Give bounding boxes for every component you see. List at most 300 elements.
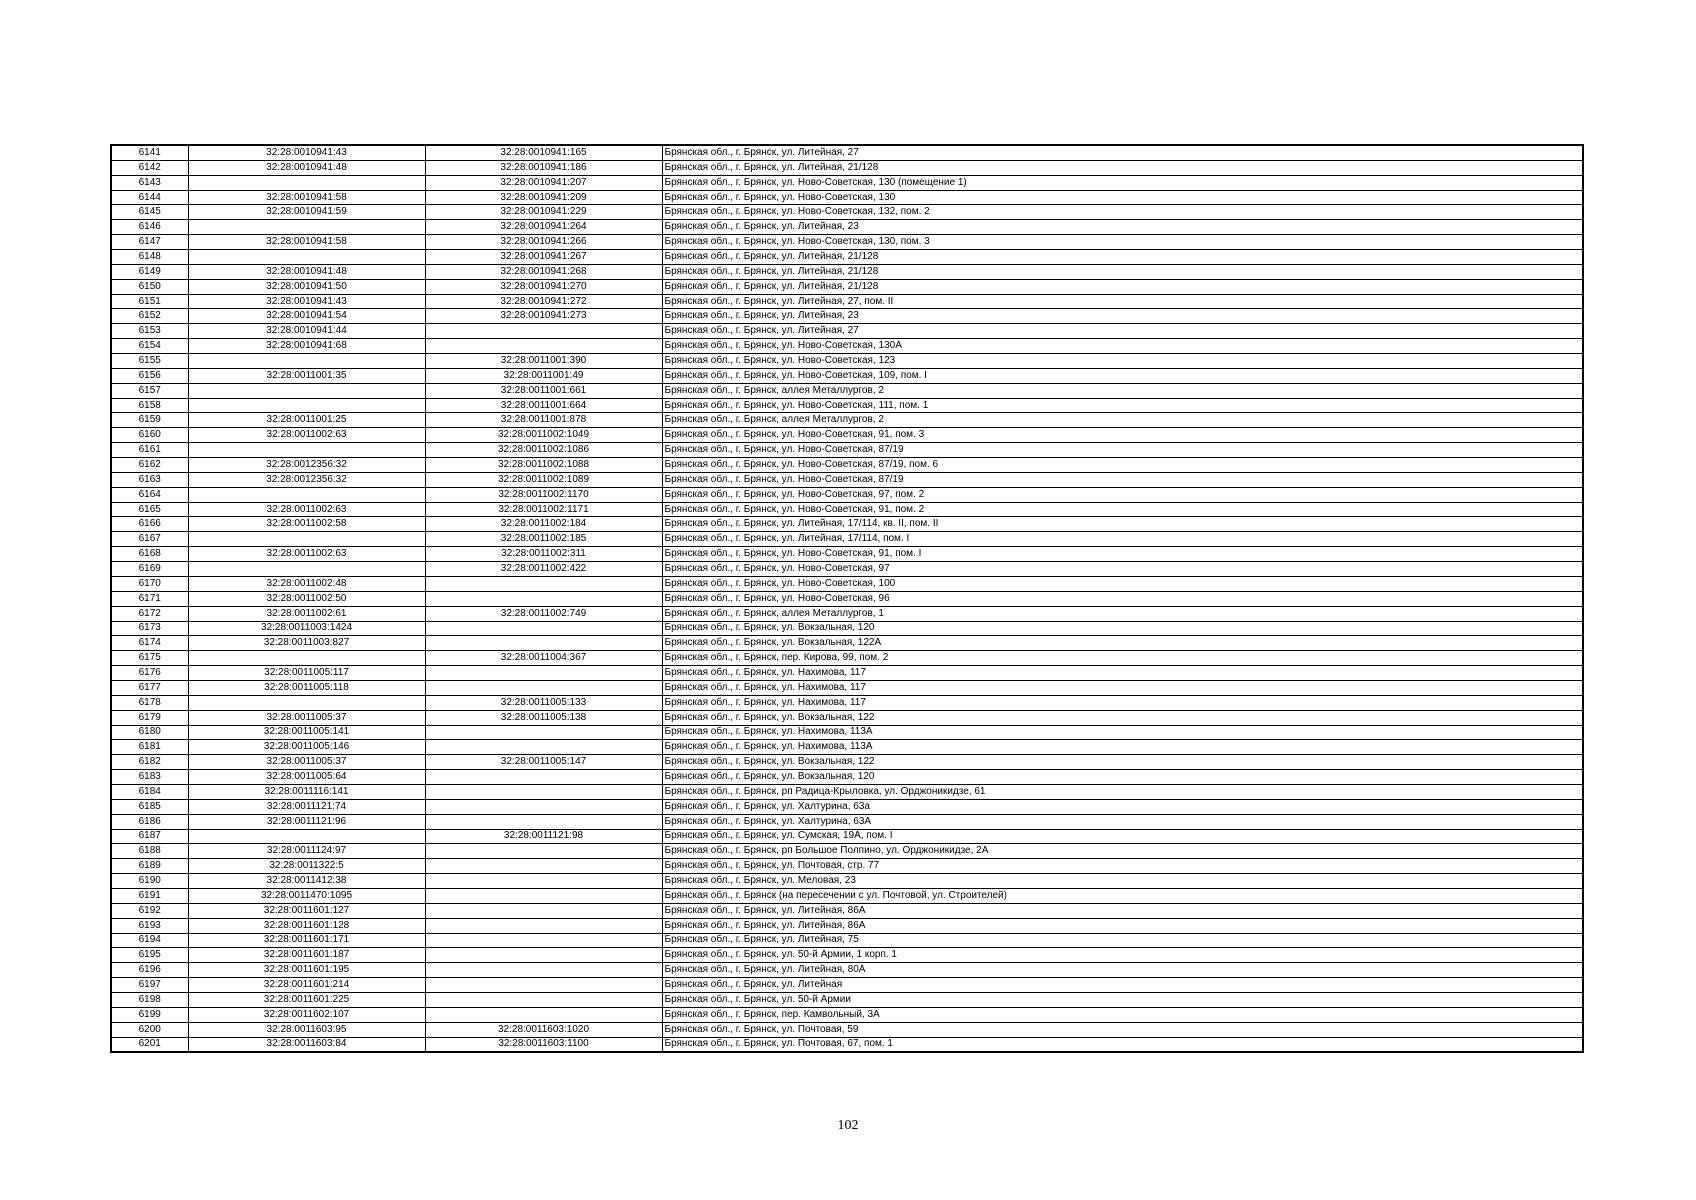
land-cadastral-number-cell bbox=[188, 354, 425, 369]
row-number-cell: 6181 bbox=[111, 740, 188, 755]
row-number-cell: 6155 bbox=[111, 354, 188, 369]
building-cadastral-number-cell bbox=[425, 339, 662, 354]
building-cadastral-number-cell: 32:28:0011002:1170 bbox=[425, 487, 662, 502]
row-number-cell: 6200 bbox=[111, 1022, 188, 1037]
address-cell: Брянская обл., г. Брянск, ул. Ново-Советская, 130А bbox=[662, 339, 1583, 354]
row-number-cell: 6191 bbox=[111, 888, 188, 903]
building-cadastral-number-cell: 32:28:0011001:390 bbox=[425, 354, 662, 369]
address-cell: Брянская обл., г. Брянск (на пересечении с ул. Почтовой, ул. Строителей) bbox=[662, 888, 1583, 903]
building-cadastral-number-cell: 32:28:0011002:1088 bbox=[425, 458, 662, 473]
land-cadastral-number-cell bbox=[188, 651, 425, 666]
row-number-cell: 6159 bbox=[111, 413, 188, 428]
land-cadastral-number-cell bbox=[188, 175, 425, 190]
cadastral-table bbox=[110, 144, 1584, 1053]
table-row bbox=[111, 160, 1583, 175]
row-number-cell: 6186 bbox=[111, 814, 188, 829]
table-row bbox=[111, 1007, 1583, 1022]
land-cadastral-number-cell: 32:28:0011005:146 bbox=[188, 740, 425, 755]
address-cell: Брянская обл., г. Брянск, аллея Металлургов, 1 bbox=[662, 606, 1583, 621]
building-cadastral-number-cell: 32:28:0011002:422 bbox=[425, 562, 662, 577]
building-cadastral-number-cell bbox=[425, 844, 662, 859]
table-row bbox=[111, 963, 1583, 978]
land-cadastral-number-cell: 32:28:0011124:97 bbox=[188, 844, 425, 859]
land-cadastral-number-cell: 32:28:0011005:117 bbox=[188, 666, 425, 681]
land-cadastral-number-cell: 32:28:0011005:64 bbox=[188, 770, 425, 785]
address-cell: Брянская обл., г. Брянск, рп Радица-Крыловка, ул. Орджоникидзе, 61 bbox=[662, 784, 1583, 799]
building-cadastral-number-cell bbox=[425, 621, 662, 636]
building-cadastral-number-cell bbox=[425, 888, 662, 903]
building-cadastral-number-cell bbox=[425, 576, 662, 591]
address-cell: Брянская обл., г. Брянск, ул. Ново-Советская, 97 bbox=[662, 562, 1583, 577]
row-number-cell: 6168 bbox=[111, 547, 188, 562]
table-row bbox=[111, 740, 1583, 755]
address-cell: Брянская обл., г. Брянск, ул. 50-й Армии, 1 корп. 1 bbox=[662, 948, 1583, 963]
row-number-cell: 6190 bbox=[111, 874, 188, 889]
address-cell: Брянская обл., г. Брянск, ул. Ново-Советская, 91, пом. 2 bbox=[662, 502, 1583, 517]
address-cell: Брянская обл., г. Брянск, ул. Нахимова, 113А bbox=[662, 740, 1583, 755]
row-number-cell: 6195 bbox=[111, 948, 188, 963]
row-number-cell: 6171 bbox=[111, 591, 188, 606]
table-row bbox=[111, 235, 1583, 250]
table-row bbox=[111, 264, 1583, 279]
land-cadastral-number-cell: 32:28:0011002:58 bbox=[188, 517, 425, 532]
address-cell: Брянская обл., г. Брянск, ул. Ново-Советская, 130, пом. 3 bbox=[662, 235, 1583, 250]
table-row bbox=[111, 383, 1583, 398]
table-row bbox=[111, 562, 1583, 577]
row-number-cell: 6165 bbox=[111, 502, 188, 517]
building-cadastral-number-cell: 32:28:0011002:749 bbox=[425, 606, 662, 621]
land-cadastral-number-cell: 32:28:0010941:48 bbox=[188, 160, 425, 175]
land-cadastral-number-cell: 32:28:0011002:63 bbox=[188, 502, 425, 517]
address-cell: Брянская обл., г. Брянск, ул. Почтовая, 67, пом. 1 bbox=[662, 1037, 1583, 1052]
row-number-cell: 6187 bbox=[111, 829, 188, 844]
table-row bbox=[111, 918, 1583, 933]
row-number-cell: 6161 bbox=[111, 443, 188, 458]
building-cadastral-number-cell bbox=[425, 740, 662, 755]
address-cell: Брянская обл., г. Брянск, ул. Нахимова, 117 bbox=[662, 680, 1583, 695]
address-cell: Брянская обл., г. Брянск, ул. Вокзальная, 122А bbox=[662, 636, 1583, 651]
address-cell: Брянская обл., г. Брянск, ул. Вокзальная, 122 bbox=[662, 755, 1583, 770]
building-cadastral-number-cell: 32:28:0011002:1171 bbox=[425, 502, 662, 517]
row-number-cell: 6170 bbox=[111, 576, 188, 591]
row-number-cell: 6145 bbox=[111, 205, 188, 220]
land-cadastral-number-cell: 32:28:0011005:141 bbox=[188, 725, 425, 740]
table-row bbox=[111, 205, 1583, 220]
row-number-cell: 6154 bbox=[111, 339, 188, 354]
building-cadastral-number-cell: 32:28:0011002:185 bbox=[425, 532, 662, 547]
land-cadastral-number-cell: 32:28:0010941:43 bbox=[188, 145, 425, 160]
address-cell: Брянская обл., г. Брянск, ул. Сумская, 19А, пом. I bbox=[662, 829, 1583, 844]
building-cadastral-number-cell: 32:28:0011002:184 bbox=[425, 517, 662, 532]
table-row bbox=[111, 458, 1583, 473]
table-row bbox=[111, 547, 1583, 562]
address-cell: Брянская обл., г. Брянск, ул. Ново-Советская, 87/19 bbox=[662, 472, 1583, 487]
building-cadastral-number-cell: 32:28:0010941:266 bbox=[425, 235, 662, 250]
row-number-cell: 6201 bbox=[111, 1037, 188, 1052]
row-number-cell: 6153 bbox=[111, 324, 188, 339]
address-cell: Брянская обл., г. Брянск, ул. Литейная bbox=[662, 978, 1583, 993]
land-cadastral-number-cell: 32:28:0011412:38 bbox=[188, 874, 425, 889]
row-number-cell: 6169 bbox=[111, 562, 188, 577]
building-cadastral-number-cell: 32:28:0010941:229 bbox=[425, 205, 662, 220]
address-cell: Брянская обл., г. Брянск, рп Большое Полпино, ул. Орджоникидзе, 2А bbox=[662, 844, 1583, 859]
land-cadastral-number-cell: 32:28:0011002:61 bbox=[188, 606, 425, 621]
table-row bbox=[111, 591, 1583, 606]
building-cadastral-number-cell bbox=[425, 874, 662, 889]
building-cadastral-number-cell: 32:28:0010941:270 bbox=[425, 279, 662, 294]
land-cadastral-number-cell: 32:28:0011005:37 bbox=[188, 710, 425, 725]
table-row bbox=[111, 784, 1583, 799]
land-cadastral-number-cell: 32:28:0011002:50 bbox=[188, 591, 425, 606]
land-cadastral-number-cell: 32:28:0010941:54 bbox=[188, 309, 425, 324]
building-cadastral-number-cell bbox=[425, 978, 662, 993]
land-cadastral-number-cell: 32:28:0012356:32 bbox=[188, 458, 425, 473]
building-cadastral-number-cell: 32:28:0011002:1049 bbox=[425, 428, 662, 443]
land-cadastral-number-cell bbox=[188, 695, 425, 710]
land-cadastral-number-cell: 32:28:0011601:214 bbox=[188, 978, 425, 993]
address-cell: Брянская обл., г. Брянск, ул. Литейная, 75 bbox=[662, 933, 1583, 948]
land-cadastral-number-cell: 32:28:0010941:68 bbox=[188, 339, 425, 354]
table-row bbox=[111, 576, 1583, 591]
address-cell: Брянская обл., г. Брянск, аллея Металлургов, 2 bbox=[662, 413, 1583, 428]
land-cadastral-number-cell: 32:28:0010941:44 bbox=[188, 324, 425, 339]
table-row bbox=[111, 517, 1583, 532]
land-cadastral-number-cell: 32:28:0011121:96 bbox=[188, 814, 425, 829]
table-row bbox=[111, 175, 1583, 190]
address-cell: Брянская обл., г. Брянск, ул. Литейная, 27, пом. II bbox=[662, 294, 1583, 309]
land-cadastral-number-cell: 32:28:0011005:118 bbox=[188, 680, 425, 695]
land-cadastral-number-cell: 32:28:0011002:63 bbox=[188, 428, 425, 443]
land-cadastral-number-cell: 32:28:0011601:195 bbox=[188, 963, 425, 978]
row-number-cell: 6158 bbox=[111, 398, 188, 413]
land-cadastral-number-cell: 32:28:0011601:127 bbox=[188, 903, 425, 918]
row-number-cell: 6142 bbox=[111, 160, 188, 175]
land-cadastral-number-cell: 32:28:0011601:171 bbox=[188, 933, 425, 948]
address-cell: Брянская обл., г. Брянск, ул. Нахимова, 113А bbox=[662, 725, 1583, 740]
table-row bbox=[111, 1037, 1583, 1052]
building-cadastral-number-cell: 32:28:0011005:138 bbox=[425, 710, 662, 725]
address-cell: Брянская обл., г. Брянск, ул. Литейная, 23 bbox=[662, 309, 1583, 324]
building-cadastral-number-cell: 32:28:0011002:1089 bbox=[425, 472, 662, 487]
table-row bbox=[111, 606, 1583, 621]
address-cell: Брянская обл., г. Брянск, ул. Ново-Советская, 97, пом. 2 bbox=[662, 487, 1583, 502]
land-cadastral-number-cell: 32:28:0012356:32 bbox=[188, 472, 425, 487]
building-cadastral-number-cell bbox=[425, 784, 662, 799]
row-number-cell: 6151 bbox=[111, 294, 188, 309]
row-number-cell: 6144 bbox=[111, 190, 188, 205]
table-row bbox=[111, 220, 1583, 235]
building-cadastral-number-cell bbox=[425, 636, 662, 651]
building-cadastral-number-cell bbox=[425, 680, 662, 695]
land-cadastral-number-cell: 32:28:0010941:59 bbox=[188, 205, 425, 220]
row-number-cell: 6148 bbox=[111, 250, 188, 265]
address-cell: Брянская обл., г. Брянск, ул. Литейная, 23 bbox=[662, 220, 1583, 235]
address-cell: Брянская обл., г. Брянск, ул. Нахимова, 117 bbox=[662, 695, 1583, 710]
address-cell: Брянская обл., г. Брянск, ул. Ново-Советская, 130 (помещение 1) bbox=[662, 175, 1583, 190]
land-cadastral-number-cell bbox=[188, 443, 425, 458]
building-cadastral-number-cell: 32:28:0010941:207 bbox=[425, 175, 662, 190]
table-row bbox=[111, 799, 1583, 814]
land-cadastral-number-cell bbox=[188, 220, 425, 235]
building-cadastral-number-cell: 32:28:0010941:268 bbox=[425, 264, 662, 279]
land-cadastral-number-cell bbox=[188, 398, 425, 413]
land-cadastral-number-cell: 32:28:0011001:35 bbox=[188, 368, 425, 383]
table-row bbox=[111, 992, 1583, 1007]
table-row bbox=[111, 680, 1583, 695]
building-cadastral-number-cell: 32:28:0010941:272 bbox=[425, 294, 662, 309]
table-row bbox=[111, 859, 1583, 874]
row-number-cell: 6167 bbox=[111, 532, 188, 547]
row-number-cell: 6162 bbox=[111, 458, 188, 473]
address-cell: Брянская обл., г. Брянск, ул. Ново-Советская, 109, пом. I bbox=[662, 368, 1583, 383]
row-number-cell: 6166 bbox=[111, 517, 188, 532]
land-cadastral-number-cell: 32:28:0011601:128 bbox=[188, 918, 425, 933]
building-cadastral-number-cell: 32:28:0010941:165 bbox=[425, 145, 662, 160]
building-cadastral-number-cell: 32:28:0011004:367 bbox=[425, 651, 662, 666]
land-cadastral-number-cell bbox=[188, 383, 425, 398]
table-row bbox=[111, 443, 1583, 458]
address-cell: Брянская обл., г. Брянск, ул. Ново-Советская, 91, пом. 3 bbox=[662, 428, 1583, 443]
row-number-cell: 6149 bbox=[111, 264, 188, 279]
land-cadastral-number-cell: 32:28:0011603:84 bbox=[188, 1037, 425, 1052]
table-row bbox=[111, 814, 1583, 829]
row-number-cell: 6193 bbox=[111, 918, 188, 933]
address-cell: Брянская обл., г. Брянск, ул. Нахимова, 117 bbox=[662, 666, 1583, 681]
land-cadastral-number-cell: 32:28:0010941:48 bbox=[188, 264, 425, 279]
table-row bbox=[111, 1022, 1583, 1037]
row-number-cell: 6180 bbox=[111, 725, 188, 740]
address-cell: Брянская обл., г. Брянск, ул. Ново-Советская, 91, пом. I bbox=[662, 547, 1583, 562]
address-cell: Брянская обл., г. Брянск, ул. Халтурина, 63А bbox=[662, 814, 1583, 829]
table-row bbox=[111, 903, 1583, 918]
table-row bbox=[111, 354, 1583, 369]
address-cell: Брянская обл., г. Брянск, пер. Кирова, 99, пом. 2 bbox=[662, 651, 1583, 666]
row-number-cell: 6157 bbox=[111, 383, 188, 398]
building-cadastral-number-cell bbox=[425, 725, 662, 740]
building-cadastral-number-cell: 32:28:0010941:264 bbox=[425, 220, 662, 235]
land-cadastral-number-cell: 32:28:0011601:187 bbox=[188, 948, 425, 963]
row-number-cell: 6177 bbox=[111, 680, 188, 695]
building-cadastral-number-cell bbox=[425, 814, 662, 829]
address-cell: Брянская обл., г. Брянск, ул. Ново-Советская, 96 bbox=[662, 591, 1583, 606]
table-row bbox=[111, 755, 1583, 770]
table-row bbox=[111, 279, 1583, 294]
row-number-cell: 6152 bbox=[111, 309, 188, 324]
land-cadastral-number-cell: 32:28:0011322:5 bbox=[188, 859, 425, 874]
row-number-cell: 6173 bbox=[111, 621, 188, 636]
row-number-cell: 6163 bbox=[111, 472, 188, 487]
land-cadastral-number-cell: 32:28:0011116:141 bbox=[188, 784, 425, 799]
address-cell: Брянская обл., г. Брянск, пер. Камвольный, 3А bbox=[662, 1007, 1583, 1022]
land-cadastral-number-cell: 32:28:0011002:63 bbox=[188, 547, 425, 562]
table-row bbox=[111, 888, 1583, 903]
table-row bbox=[111, 725, 1583, 740]
table-row bbox=[111, 428, 1583, 443]
row-number-cell: 6178 bbox=[111, 695, 188, 710]
table-row bbox=[111, 309, 1583, 324]
table-row bbox=[111, 532, 1583, 547]
row-number-cell: 6182 bbox=[111, 755, 188, 770]
table-row bbox=[111, 829, 1583, 844]
address-cell: Брянская обл., г. Брянск, ул. 50-й Армии bbox=[662, 992, 1583, 1007]
address-cell: Брянская обл., г. Брянск, ул. Ново-Советская, 130 bbox=[662, 190, 1583, 205]
table-row bbox=[111, 413, 1583, 428]
land-cadastral-number-cell bbox=[188, 829, 425, 844]
building-cadastral-number-cell: 32:28:0011002:1086 bbox=[425, 443, 662, 458]
land-cadastral-number-cell bbox=[188, 532, 425, 547]
building-cadastral-number-cell: 32:28:0011002:311 bbox=[425, 547, 662, 562]
building-cadastral-number-cell bbox=[425, 591, 662, 606]
row-number-cell: 6174 bbox=[111, 636, 188, 651]
row-number-cell: 6194 bbox=[111, 933, 188, 948]
land-cadastral-number-cell bbox=[188, 487, 425, 502]
row-number-cell: 6146 bbox=[111, 220, 188, 235]
building-cadastral-number-cell: 32:28:0011005:133 bbox=[425, 695, 662, 710]
building-cadastral-number-cell bbox=[425, 948, 662, 963]
land-cadastral-number-cell: 32:28:0011470:1095 bbox=[188, 888, 425, 903]
address-cell: Брянская обл., г. Брянск, аллея Металлургов, 2 bbox=[662, 383, 1583, 398]
row-number-cell: 6143 bbox=[111, 175, 188, 190]
building-cadastral-number-cell: 32:28:0011603:1100 bbox=[425, 1037, 662, 1052]
building-cadastral-number-cell bbox=[425, 992, 662, 1007]
building-cadastral-number-cell: 32:28:0010941:209 bbox=[425, 190, 662, 205]
row-number-cell: 6156 bbox=[111, 368, 188, 383]
table-row bbox=[111, 368, 1583, 383]
address-cell: Брянская обл., г. Брянск, ул. Ново-Советская, 87/19, пом. 6 bbox=[662, 458, 1583, 473]
table-row bbox=[111, 710, 1583, 725]
land-cadastral-number-cell: 32:28:0011002:48 bbox=[188, 576, 425, 591]
table-row bbox=[111, 874, 1583, 889]
building-cadastral-number-cell bbox=[425, 666, 662, 681]
land-cadastral-number-cell: 32:28:0010941:43 bbox=[188, 294, 425, 309]
address-cell: Брянская обл., г. Брянск, ул. Вокзальная, 120 bbox=[662, 621, 1583, 636]
land-cadastral-number-cell: 32:28:0011001:25 bbox=[188, 413, 425, 428]
land-cadastral-number-cell: 32:28:0011602:107 bbox=[188, 1007, 425, 1022]
address-cell: Брянская обл., г. Брянск, ул. Литейная, 21/128 bbox=[662, 160, 1583, 175]
building-cadastral-number-cell: 32:28:0010941:273 bbox=[425, 309, 662, 324]
row-number-cell: 6150 bbox=[111, 279, 188, 294]
land-cadastral-number-cell: 32:28:0010941:50 bbox=[188, 279, 425, 294]
row-number-cell: 6172 bbox=[111, 606, 188, 621]
address-cell: Брянская обл., г. Брянск, ул. Халтурина, 63а bbox=[662, 799, 1583, 814]
table-row bbox=[111, 695, 1583, 710]
address-cell: Брянская обл., г. Брянск, ул. Вокзальная, 120 bbox=[662, 770, 1583, 785]
row-number-cell: 6176 bbox=[111, 666, 188, 681]
row-number-cell: 6147 bbox=[111, 235, 188, 250]
table-row bbox=[111, 190, 1583, 205]
table-row bbox=[111, 636, 1583, 651]
address-cell: Брянская обл., г. Брянск, ул. Литейная, 17/114, пом. I bbox=[662, 532, 1583, 547]
row-number-cell: 6199 bbox=[111, 1007, 188, 1022]
address-cell: Брянская обл., г. Брянск, ул. Литейная, 27 bbox=[662, 324, 1583, 339]
row-number-cell: 6196 bbox=[111, 963, 188, 978]
building-cadastral-number-cell: 32:28:0010941:267 bbox=[425, 250, 662, 265]
address-cell: Брянская обл., г. Брянск, ул. Почтовая, стр. 77 bbox=[662, 859, 1583, 874]
row-number-cell: 6141 bbox=[111, 145, 188, 160]
address-cell: Брянская обл., г. Брянск, ул. Ново-Советская, 123 bbox=[662, 354, 1583, 369]
table-row bbox=[111, 948, 1583, 963]
address-cell: Брянская обл., г. Брянск, ул. Литейная, 86А bbox=[662, 903, 1583, 918]
table-row bbox=[111, 145, 1583, 160]
row-number-cell: 6192 bbox=[111, 903, 188, 918]
land-cadastral-number-cell: 32:28:0010941:58 bbox=[188, 235, 425, 250]
table-row bbox=[111, 621, 1583, 636]
row-number-cell: 6184 bbox=[111, 784, 188, 799]
row-number-cell: 6198 bbox=[111, 992, 188, 1007]
address-cell: Брянская обл., г. Брянск, ул. Литейная, 17/114, кв. II, пом. II bbox=[662, 517, 1583, 532]
building-cadastral-number-cell: 32:28:0011001:49 bbox=[425, 368, 662, 383]
row-number-cell: 6183 bbox=[111, 770, 188, 785]
table-row bbox=[111, 770, 1583, 785]
address-cell: Брянская обл., г. Брянск, ул. Ново-Советская, 111, пом. 1 bbox=[662, 398, 1583, 413]
building-cadastral-number-cell bbox=[425, 799, 662, 814]
building-cadastral-number-cell bbox=[425, 324, 662, 339]
building-cadastral-number-cell bbox=[425, 770, 662, 785]
row-number-cell: 6164 bbox=[111, 487, 188, 502]
address-cell: Брянская обл., г. Брянск, ул. Вокзальная, 122 bbox=[662, 710, 1583, 725]
building-cadastral-number-cell bbox=[425, 1007, 662, 1022]
table-row bbox=[111, 651, 1583, 666]
land-cadastral-number-cell: 32:28:0011603:95 bbox=[188, 1022, 425, 1037]
table-row bbox=[111, 250, 1583, 265]
building-cadastral-number-cell: 32:28:0011001:661 bbox=[425, 383, 662, 398]
land-cadastral-number-cell: 32:28:0011003:827 bbox=[188, 636, 425, 651]
table-row bbox=[111, 324, 1583, 339]
address-cell: Брянская обл., г. Брянск, ул. Литейная, 21/128 bbox=[662, 279, 1583, 294]
address-cell: Брянская обл., г. Брянск, ул. Литейная, 86А bbox=[662, 918, 1583, 933]
land-cadastral-number-cell bbox=[188, 250, 425, 265]
building-cadastral-number-cell bbox=[425, 918, 662, 933]
address-cell: Брянская обл., г. Брянск, ул. Литейная, 21/128 bbox=[662, 264, 1583, 279]
table-row bbox=[111, 487, 1583, 502]
building-cadastral-number-cell bbox=[425, 903, 662, 918]
building-cadastral-number-cell: 32:28:0011001:878 bbox=[425, 413, 662, 428]
table-row bbox=[111, 933, 1583, 948]
row-number-cell: 6160 bbox=[111, 428, 188, 443]
table-row bbox=[111, 502, 1583, 517]
address-cell: Брянская обл., г. Брянск, ул. Меловая, 23 bbox=[662, 874, 1583, 889]
land-cadastral-number-cell: 32:28:0011005:37 bbox=[188, 755, 425, 770]
table-body bbox=[111, 145, 1583, 1052]
land-cadastral-number-cell bbox=[188, 562, 425, 577]
address-cell: Брянская обл., г. Брянск, ул. Литейная, 80А bbox=[662, 963, 1583, 978]
table-row bbox=[111, 666, 1583, 681]
table-row bbox=[111, 844, 1583, 859]
table-row bbox=[111, 472, 1583, 487]
page-number: 102 bbox=[837, 1118, 859, 1133]
building-cadastral-number-cell bbox=[425, 963, 662, 978]
address-cell: Брянская обл., г. Брянск, ул. Литейная, 21/128 bbox=[662, 250, 1583, 265]
building-cadastral-number-cell: 32:28:0011001:664 bbox=[425, 398, 662, 413]
building-cadastral-number-cell: 32:28:0010941:186 bbox=[425, 160, 662, 175]
address-cell: Брянская обл., г. Брянск, ул. Ново-Советская, 100 bbox=[662, 576, 1583, 591]
address-cell: Брянская обл., г. Брянск, ул. Литейная, 27 bbox=[662, 145, 1583, 160]
row-number-cell: 6188 bbox=[111, 844, 188, 859]
table-row bbox=[111, 294, 1583, 309]
row-number-cell: 6175 bbox=[111, 651, 188, 666]
building-cadastral-number-cell bbox=[425, 933, 662, 948]
table-row bbox=[111, 398, 1583, 413]
address-cell: Брянская обл., г. Брянск, ул. Ново-Советская, 87/19 bbox=[662, 443, 1583, 458]
land-cadastral-number-cell: 32:28:0010941:58 bbox=[188, 190, 425, 205]
address-cell: Брянская обл., г. Брянск, ул. Почтовая, 59 bbox=[662, 1022, 1583, 1037]
row-number-cell: 6179 bbox=[111, 710, 188, 725]
row-number-cell: 6189 bbox=[111, 859, 188, 874]
address-cell: Брянская обл., г. Брянск, ул. Ново-Советская, 132, пом. 2 bbox=[662, 205, 1583, 220]
table-row bbox=[111, 978, 1583, 993]
building-cadastral-number-cell: 32:28:0011121:98 bbox=[425, 829, 662, 844]
building-cadastral-number-cell: 32:28:0011603:1020 bbox=[425, 1022, 662, 1037]
